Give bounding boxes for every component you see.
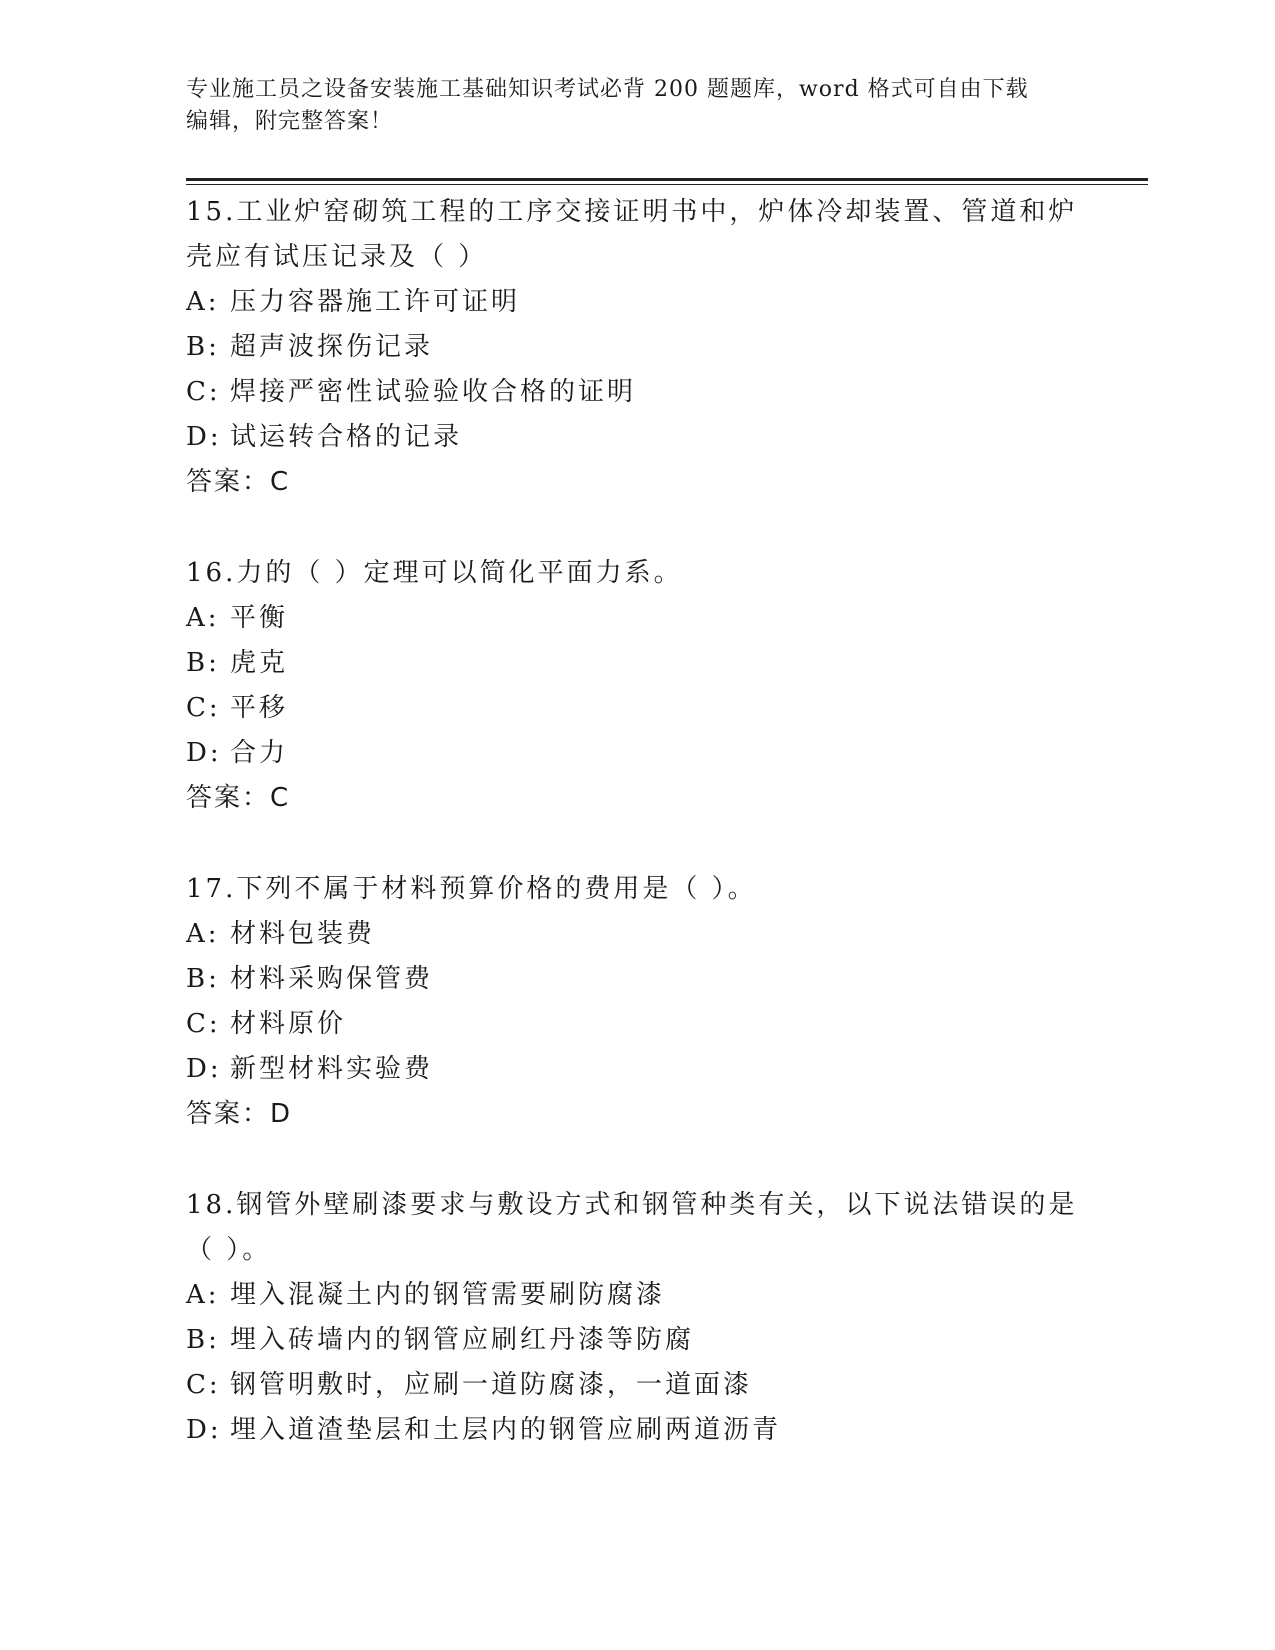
answer-option [186,280,1086,325]
question-stem-line: 壳应有试压记录及（ ） [186,242,488,272]
option-text: 新型材料实验费 [230,1054,434,1084]
document-header [186,74,1066,138]
answer-key: 答案：C [186,783,291,813]
option-text: 材料采购保管费 [230,964,434,994]
option-letter: D: [186,1054,222,1084]
option-text: 压力容器施工许可证明 [230,287,521,317]
option-letter: D: [186,422,222,452]
answer-option [186,1047,1086,1092]
option-letter: C: [186,693,221,723]
header-rule-thick [186,178,1148,181]
option-text: 埋入砖墙内的钢管应刷红丹漆等防腐 [230,1325,695,1355]
option-text: 平衡 [230,603,289,633]
answer-option [186,641,1086,686]
answer-key: 答案：C [186,467,291,497]
question-block [186,190,1086,505]
answer-option [186,731,1086,776]
option-letter: C: [186,1370,221,1400]
option-text: 试运转合格的记录 [230,422,463,452]
option-text: 合力 [230,738,289,768]
question-stem [186,551,1086,596]
answer-option [186,370,1086,415]
option-letter: B: [186,648,220,678]
question-block [186,551,1086,821]
option-letter: D: [186,738,222,768]
question-block [186,867,1086,1137]
option-letter: A: [186,603,220,633]
option-letter: D: [186,1415,222,1445]
option-letter: C: [186,1009,221,1039]
option-text: 虎克 [230,648,289,678]
question-stem-line: 18.钢管外壁刷漆要求与敷设方式和钢管种类有关，以下说法错误的是 [186,1190,1078,1220]
option-letter: A: [186,287,220,317]
option-text: 材料包装费 [230,919,376,949]
option-text: 埋入混凝土内的钢管需要刷防腐漆 [230,1280,666,1310]
answer-option [186,1002,1086,1047]
answer-option [186,596,1086,641]
answer-option [186,912,1086,957]
answer-option [186,1318,1086,1363]
question-stem [186,190,1086,280]
question-list [186,190,1086,1499]
question-stem [186,867,1086,912]
question-stem-line: （ ）。 [186,1235,272,1265]
header-rule-thin [186,184,1148,185]
header-line-2: 编辑，附完整答案！ [186,109,394,134]
option-letter: B: [186,1325,220,1355]
answer-option [186,1363,1086,1408]
question-stem [186,1183,1086,1273]
answer-option [186,1273,1086,1318]
header-line-1: 专业施工员之设备安装施工基础知识考试必背 200 题题库，word 格式可自由下载 [186,77,1029,102]
option-letter: C: [186,377,221,407]
option-text: 材料原价 [230,1009,347,1039]
option-text: 埋入道渣垫层和土层内的钢管应刷两道沥青 [230,1415,782,1445]
option-text: 钢管明敷时，应刷一道防腐漆，一道面漆 [230,1370,753,1400]
question-stem-line: 17.下列不属于材料预算价格的费用是（ ）。 [186,874,757,904]
option-text: 焊接严密性试验验收合格的证明 [230,377,637,407]
answer-option [186,415,1086,460]
answer-option [186,957,1086,1002]
option-text: 超声波探伤记录 [230,332,434,362]
answer-option [186,1408,1086,1453]
question-stem-line: 15.工业炉窑砌筑工程的工序交接证明书中，炉体冷却装置、管道和炉 [186,197,1078,227]
option-letter: A: [186,919,220,949]
option-letter: B: [186,332,220,362]
answer-option [186,325,1086,370]
option-letter: B: [186,964,220,994]
question-stem-line: 16.力的（ ）定理可以简化平面力系。 [186,558,683,588]
answer-option [186,686,1086,731]
question-block [186,1183,1086,1453]
option-text: 平移 [230,693,289,723]
answer-key: 答案：D [186,1099,293,1129]
option-letter: A: [186,1280,220,1310]
